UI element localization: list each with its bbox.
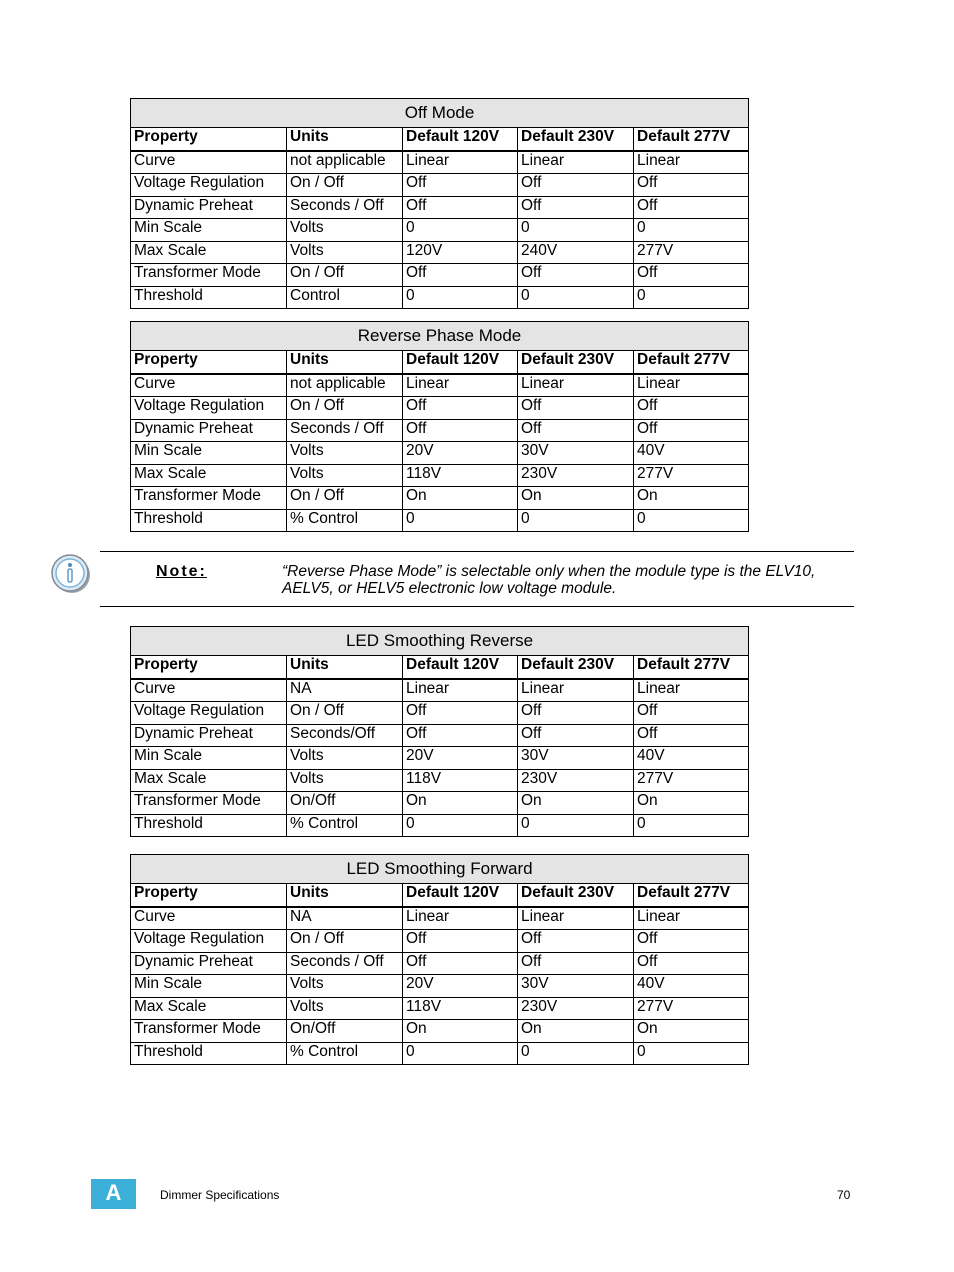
table-cell: Linear bbox=[403, 374, 518, 397]
table-row bbox=[131, 487, 749, 510]
column-header: Default 230V bbox=[518, 884, 634, 907]
table-cell: Off bbox=[403, 196, 518, 219]
table-cell: Off bbox=[403, 174, 518, 197]
table-cell: 118V bbox=[403, 769, 518, 792]
table-cell: 0 bbox=[403, 509, 518, 532]
table-row bbox=[131, 509, 749, 532]
table-cell: 40V bbox=[634, 747, 749, 770]
table-cell: On / Off bbox=[287, 264, 403, 287]
table-row bbox=[131, 952, 749, 975]
table-cell: Min Scale bbox=[131, 219, 287, 242]
table-cell: 0 bbox=[634, 219, 749, 242]
table-cell: 0 bbox=[518, 219, 634, 242]
table-cell: Control bbox=[287, 286, 403, 309]
table-cell: On bbox=[403, 792, 518, 815]
table-row bbox=[131, 702, 749, 725]
table-row bbox=[131, 975, 749, 998]
table-cell: 230V bbox=[518, 464, 634, 487]
table-cell: On bbox=[403, 487, 518, 510]
table-cell: Voltage Regulation bbox=[131, 702, 287, 725]
table-cell: NA bbox=[287, 907, 403, 930]
reverse-phase-mode-table bbox=[130, 321, 749, 532]
table-cell: 0 bbox=[634, 814, 749, 837]
table-cell: On / Off bbox=[287, 930, 403, 953]
table-title: LED Smoothing Forward bbox=[131, 855, 749, 884]
table-cell: Off bbox=[518, 724, 634, 747]
note-label: Note: bbox=[156, 563, 207, 580]
column-header: Default 120V bbox=[403, 656, 518, 679]
table-row bbox=[131, 679, 749, 702]
table-cell: Dynamic Preheat bbox=[131, 952, 287, 975]
table-cell: Seconds/Off bbox=[287, 724, 403, 747]
table-cell: Off bbox=[518, 930, 634, 953]
table-cell: Off bbox=[634, 397, 749, 420]
table-cell: Max Scale bbox=[131, 241, 287, 264]
table-row bbox=[131, 374, 749, 397]
table-cell: Min Scale bbox=[131, 442, 287, 465]
table-cell: Curve bbox=[131, 374, 287, 397]
table-cell: On bbox=[634, 792, 749, 815]
table-cell: 0 bbox=[518, 814, 634, 837]
table-cell: Off bbox=[403, 930, 518, 953]
table-row bbox=[131, 997, 749, 1020]
table-cell: On / Off bbox=[287, 702, 403, 725]
table-cell: On bbox=[634, 487, 749, 510]
table-cell: Off bbox=[634, 952, 749, 975]
table-cell: Linear bbox=[403, 679, 518, 702]
table-cell: Voltage Regulation bbox=[131, 930, 287, 953]
table-cell: Off bbox=[634, 419, 749, 442]
table-cell: Transformer Mode bbox=[131, 264, 287, 287]
table-cell: Off bbox=[518, 702, 634, 725]
table-cell: Volts bbox=[287, 997, 403, 1020]
column-header: Default 120V bbox=[403, 351, 518, 374]
column-header: Units bbox=[287, 884, 403, 907]
table-cell: Max Scale bbox=[131, 464, 287, 487]
table-row bbox=[131, 442, 749, 465]
table-cell: On bbox=[518, 487, 634, 510]
column-header: Property bbox=[131, 351, 287, 374]
table-cell: 0 bbox=[634, 1042, 749, 1065]
table-cell: Linear bbox=[518, 374, 634, 397]
table-cell: Off bbox=[403, 952, 518, 975]
table-cell: Volts bbox=[287, 975, 403, 998]
table-cell: Linear bbox=[403, 151, 518, 174]
table-row bbox=[131, 464, 749, 487]
table-cell: 30V bbox=[518, 975, 634, 998]
column-header: Default 277V bbox=[634, 884, 749, 907]
table-cell: Max Scale bbox=[131, 769, 287, 792]
table-cell: Threshold bbox=[131, 286, 287, 309]
table-cell: 277V bbox=[634, 241, 749, 264]
table-cell: Linear bbox=[634, 151, 749, 174]
table-cell: Seconds / Off bbox=[287, 952, 403, 975]
column-header: Property bbox=[131, 884, 287, 907]
note-text: “Reverse Phase Mode” is selectable only when the module type is the ELV10, AELV5, or HELV5 electronic low voltage module. bbox=[282, 563, 816, 597]
table-cell: Curve bbox=[131, 151, 287, 174]
table-cell: Linear bbox=[634, 374, 749, 397]
table-cell: Linear bbox=[634, 679, 749, 702]
table-cell: 0 bbox=[403, 219, 518, 242]
table-cell: 230V bbox=[518, 997, 634, 1020]
table-row bbox=[131, 264, 749, 287]
table-cell: NA bbox=[287, 679, 403, 702]
table-row bbox=[131, 151, 749, 174]
table-cell: Seconds / Off bbox=[287, 196, 403, 219]
info-icon bbox=[50, 552, 92, 594]
table-cell: 0 bbox=[403, 814, 518, 837]
table-cell: Voltage Regulation bbox=[131, 397, 287, 420]
table-cell: Transformer Mode bbox=[131, 487, 287, 510]
table-cell: 30V bbox=[518, 747, 634, 770]
table-cell: 240V bbox=[518, 241, 634, 264]
table-cell: Volts bbox=[287, 219, 403, 242]
column-header: Units bbox=[287, 656, 403, 679]
table-cell: Dynamic Preheat bbox=[131, 196, 287, 219]
table-cell: Off bbox=[518, 419, 634, 442]
table-cell: 0 bbox=[403, 286, 518, 309]
table-cell: Linear bbox=[518, 679, 634, 702]
table-cell: Threshold bbox=[131, 814, 287, 837]
table-cell: Seconds / Off bbox=[287, 419, 403, 442]
table-cell: On / Off bbox=[287, 487, 403, 510]
page-number: 70 bbox=[837, 1188, 851, 1202]
table-row bbox=[131, 219, 749, 242]
table-cell: 20V bbox=[403, 975, 518, 998]
column-header: Property bbox=[131, 128, 287, 151]
column-header: Units bbox=[287, 128, 403, 151]
column-header: Default 120V bbox=[403, 884, 518, 907]
led-smoothing-forward-table bbox=[130, 854, 749, 1065]
table-cell: 277V bbox=[634, 997, 749, 1020]
off-mode-table bbox=[130, 98, 749, 309]
table-cell: Linear bbox=[634, 907, 749, 930]
table-row bbox=[131, 814, 749, 837]
led-smoothing-reverse-table bbox=[130, 626, 749, 837]
table-cell: % Control bbox=[287, 1042, 403, 1065]
table-cell: 0 bbox=[518, 509, 634, 532]
table-cell: Off bbox=[518, 174, 634, 197]
table-row bbox=[131, 241, 749, 264]
table-cell: Transformer Mode bbox=[131, 792, 287, 815]
column-header: Default 230V bbox=[518, 656, 634, 679]
table-cell: Dynamic Preheat bbox=[131, 724, 287, 747]
table-cell: Threshold bbox=[131, 1042, 287, 1065]
table-cell: Off bbox=[518, 397, 634, 420]
table-cell: 0 bbox=[518, 1042, 634, 1065]
table-cell: % Control bbox=[287, 814, 403, 837]
table-title: LED Smoothing Reverse bbox=[131, 627, 749, 656]
column-header: Default 230V bbox=[518, 351, 634, 374]
table-cell: 20V bbox=[403, 747, 518, 770]
table-cell: Off bbox=[634, 174, 749, 197]
table-cell: 120V bbox=[403, 241, 518, 264]
note-bottom-rule bbox=[100, 606, 854, 607]
table-cell: 0 bbox=[634, 286, 749, 309]
table-cell: On bbox=[403, 1020, 518, 1043]
header-row bbox=[131, 884, 749, 907]
table-cell: Off bbox=[634, 930, 749, 953]
header-row bbox=[131, 656, 749, 679]
table-row bbox=[131, 419, 749, 442]
column-header: Property bbox=[131, 656, 287, 679]
table-cell: 0 bbox=[634, 509, 749, 532]
table-cell: 230V bbox=[518, 769, 634, 792]
table-row bbox=[131, 792, 749, 815]
table-cell: 0 bbox=[518, 286, 634, 309]
table-cell: On bbox=[518, 792, 634, 815]
table-cell: Linear bbox=[518, 151, 634, 174]
table-row bbox=[131, 1042, 749, 1065]
header-row bbox=[131, 128, 749, 151]
footer-section-title: Dimmer Specifications bbox=[160, 1188, 280, 1202]
table-cell: 20V bbox=[403, 442, 518, 465]
table-cell: 277V bbox=[634, 769, 749, 792]
table-row bbox=[131, 747, 749, 770]
table-row bbox=[131, 769, 749, 792]
table-cell: Volts bbox=[287, 747, 403, 770]
column-header: Default 277V bbox=[634, 128, 749, 151]
table-row bbox=[131, 174, 749, 197]
note-top-rule bbox=[100, 551, 854, 552]
table-cell: Off bbox=[403, 264, 518, 287]
table-row bbox=[131, 286, 749, 309]
table-cell: Off bbox=[518, 952, 634, 975]
table-cell: Volts bbox=[287, 769, 403, 792]
table-cell: Off bbox=[634, 196, 749, 219]
table-title: Off Mode bbox=[131, 99, 749, 128]
table-cell: On / Off bbox=[287, 174, 403, 197]
table-row bbox=[131, 724, 749, 747]
table-cell: On bbox=[634, 1020, 749, 1043]
table-cell: Off bbox=[634, 724, 749, 747]
table-row bbox=[131, 196, 749, 219]
table-cell: Off bbox=[634, 702, 749, 725]
column-header: Default 120V bbox=[403, 128, 518, 151]
table-cell: Transformer Mode bbox=[131, 1020, 287, 1043]
table-cell: 118V bbox=[403, 997, 518, 1020]
table-cell: 40V bbox=[634, 442, 749, 465]
table-cell: Min Scale bbox=[131, 975, 287, 998]
table-cell: Linear bbox=[518, 907, 634, 930]
table-cell: % Control bbox=[287, 509, 403, 532]
header-row bbox=[131, 351, 749, 374]
table-title: Reverse Phase Mode bbox=[131, 322, 749, 351]
table-cell: On / Off bbox=[287, 397, 403, 420]
table-cell: Off bbox=[518, 264, 634, 287]
table-cell: Max Scale bbox=[131, 997, 287, 1020]
table-cell: Off bbox=[634, 264, 749, 287]
table-row bbox=[131, 907, 749, 930]
table-cell: Linear bbox=[403, 907, 518, 930]
table-row bbox=[131, 397, 749, 420]
table-row bbox=[131, 930, 749, 953]
table-cell: 30V bbox=[518, 442, 634, 465]
table-cell: Volts bbox=[287, 464, 403, 487]
table-cell: Voltage Regulation bbox=[131, 174, 287, 197]
table-cell: 118V bbox=[403, 464, 518, 487]
table-cell: 40V bbox=[634, 975, 749, 998]
table-cell: 0 bbox=[403, 1042, 518, 1065]
table-cell: Curve bbox=[131, 907, 287, 930]
table-cell: not applicable bbox=[287, 151, 403, 174]
table-cell: Min Scale bbox=[131, 747, 287, 770]
table-cell: Off bbox=[403, 419, 518, 442]
table-cell: Threshold bbox=[131, 509, 287, 532]
table-cell: not applicable bbox=[287, 374, 403, 397]
column-header: Default 277V bbox=[634, 351, 749, 374]
table-cell: 277V bbox=[634, 464, 749, 487]
table-cell: On bbox=[518, 1020, 634, 1043]
table-cell: Off bbox=[403, 724, 518, 747]
column-header: Default 277V bbox=[634, 656, 749, 679]
table-cell: Off bbox=[403, 397, 518, 420]
table-cell: Dynamic Preheat bbox=[131, 419, 287, 442]
table-cell: Off bbox=[403, 702, 518, 725]
table-cell: Volts bbox=[287, 241, 403, 264]
table-cell: Off bbox=[518, 196, 634, 219]
table-cell: Volts bbox=[287, 442, 403, 465]
table-row bbox=[131, 1020, 749, 1043]
table-cell: Curve bbox=[131, 679, 287, 702]
column-header: Units bbox=[287, 351, 403, 374]
table-cell: On/Off bbox=[287, 792, 403, 815]
table-cell: On/Off bbox=[287, 1020, 403, 1043]
column-header: Default 230V bbox=[518, 128, 634, 151]
appendix-tab: A bbox=[91, 1179, 136, 1209]
